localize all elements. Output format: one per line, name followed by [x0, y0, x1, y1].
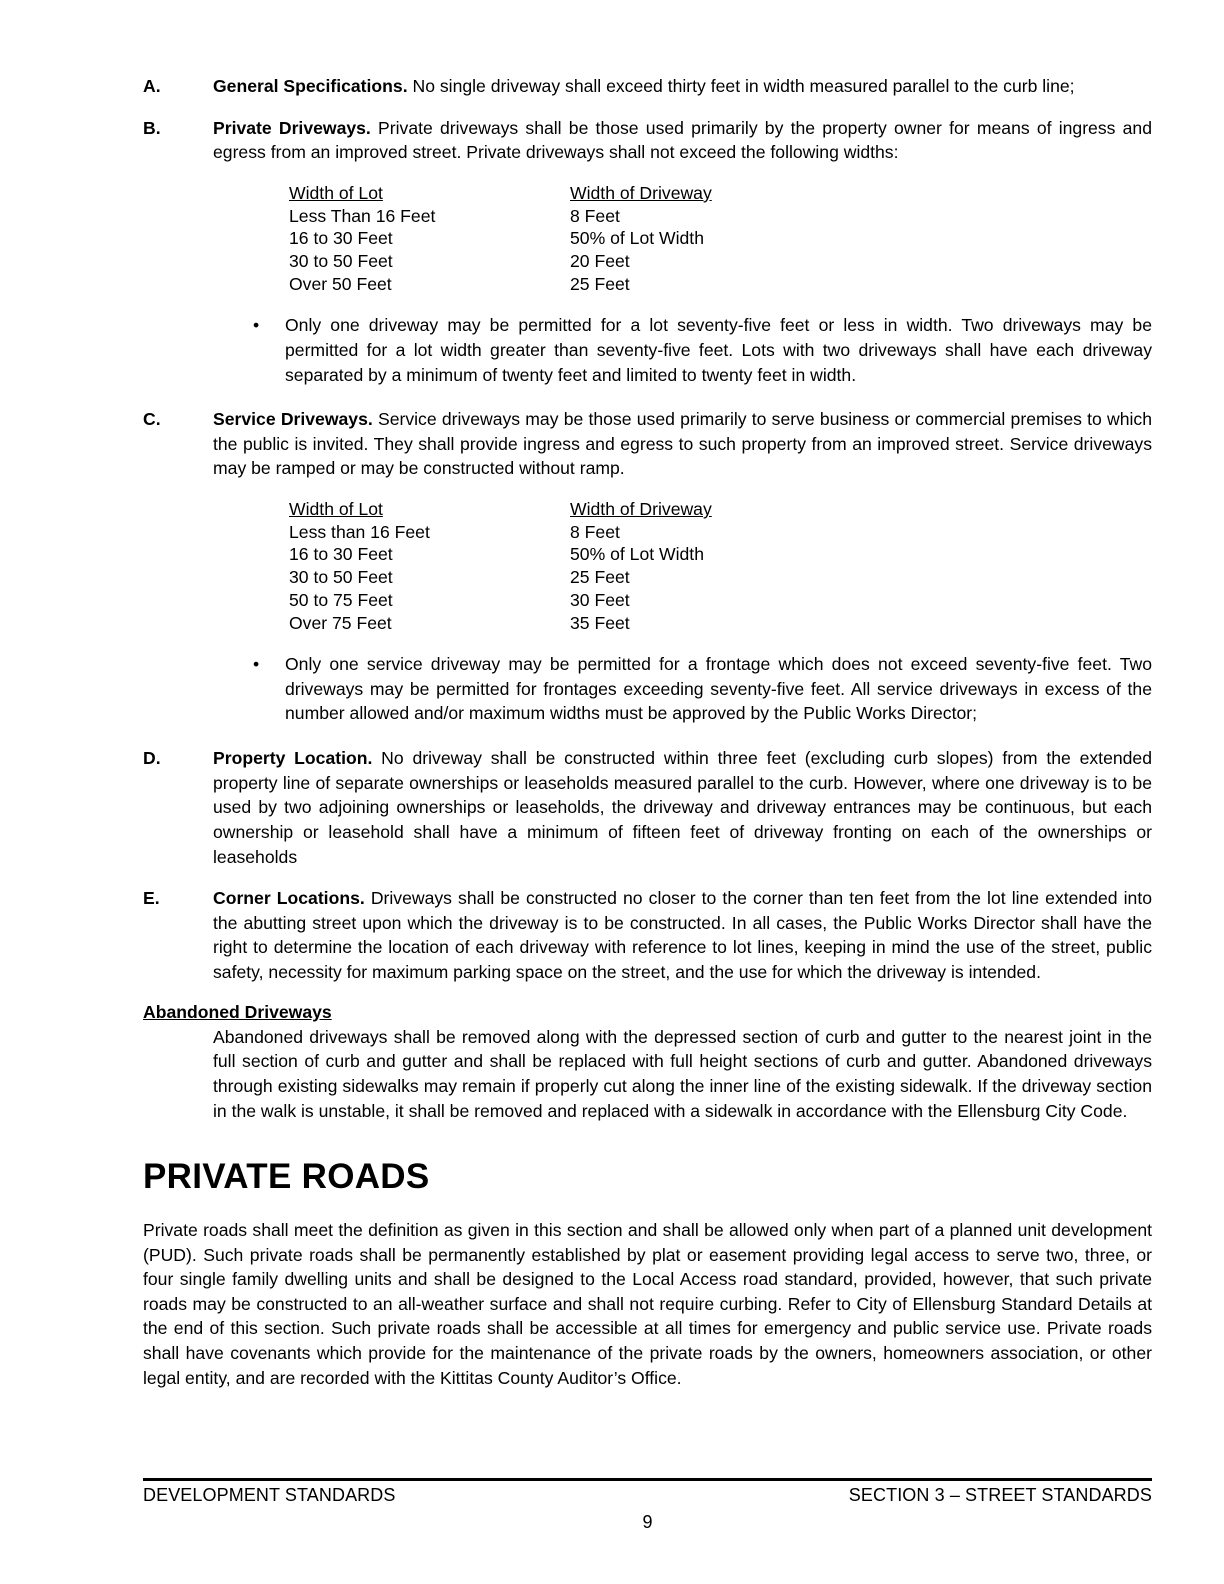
table-row	[289, 566, 712, 589]
table-row	[289, 589, 712, 612]
cell-driveway-width: 20 Feet	[570, 250, 630, 271]
page-content	[143, 74, 1152, 1390]
table-row	[289, 227, 712, 250]
private-driveway-bullet	[253, 313, 1152, 387]
cell-driveway-width: 35 Feet	[570, 612, 630, 633]
table-row	[289, 250, 712, 273]
private-driveway-bullet-text: Only one driveway may be permitted for a lot seventy-five feet or less in width. Two driveways may be permitted for a lot width greater than seventy-five feet. Lots with two driveways shall have each driveway separated by a minimum of twenty feet and limited to twenty feet in width.	[285, 315, 1152, 385]
clause-d-letter: D.	[143, 748, 161, 769]
column-header-width-of-lot: Width of Lot	[289, 499, 383, 520]
table-row	[289, 273, 712, 296]
cell-driveway-width: 30 Feet	[570, 589, 630, 610]
cell-driveway-width: 25 Feet	[570, 567, 630, 588]
cell-lot-width: Less Than 16 Feet	[289, 205, 436, 226]
cell-lot-width: 50 to 75 Feet	[289, 589, 393, 610]
cell-driveway-width: 8 Feet	[570, 205, 620, 226]
service-driveway-width-table	[289, 498, 712, 634]
clause-e	[143, 886, 1152, 985]
clause-b-letter: B.	[143, 117, 161, 138]
cell-driveway-width: 50% of Lot Width	[570, 228, 704, 249]
clause-a-letter: A.	[143, 76, 161, 96]
table-row	[289, 205, 712, 228]
column-header-width-of-lot: Width of Lot	[289, 182, 383, 203]
abandoned-driveways-paragraph: Abandoned driveways shall be removed along with the depressed section of curb and gutter to the nearest joint in the full section of curb and gutter and shall be replaced with full height sections of curb and gutter. Abandoned driveways through existing sidewalks may remain if properly cut along the inner line of the existing sidewalk. If the driveway section in the walk is unstable, it shall be removed and replaced with a sidewalk in accordance with the Ellensburg City Code.	[213, 1026, 1152, 1121]
cell-lot-width: Over 50 Feet	[289, 273, 392, 294]
cell-lot-width: 30 to 50 Feet	[289, 567, 393, 588]
clause-d-text: No driveway shall be constructed within three feet (excluding curb slopes) from the extended property line of separate ownerships or leaseholds measured parallel to the curb. However, where one driveway is to be used by two adjoining ownerships or leaseholds, the driveway and driveway entrances may be continuous, but each ownership or leasehold shall have a minimum of fifteen feet of driveway fronting on each of the ownerships or leaseholds	[213, 748, 1152, 867]
cell-lot-width: Less than 16 Feet	[289, 521, 430, 542]
clause-c-letter: C.	[143, 409, 161, 430]
cell-driveway-width: 8 Feet	[570, 521, 620, 542]
footer-right-label: SECTION 3 – STREET STANDARDS	[848, 1485, 1152, 1505]
cell-driveway-width: 50% of Lot Width	[570, 544, 704, 565]
clause-e-title: Corner Locations.	[213, 888, 365, 909]
service-driveway-bullet-text: Only one service driveway may be permitted for a frontage which does not exceed seventy-five feet. Two driveways may be permitted for frontages exceeding seventy-five feet. All service driveways in excess of the number allowed and/or maximum widths must be approved by the Public Works Director;	[285, 654, 1152, 724]
column-header-width-of-driveway: Width of Driveway	[570, 499, 712, 520]
bullet-icon: •	[253, 315, 260, 336]
abandoned-driveways-heading: Abandoned Driveways	[143, 1001, 332, 1022]
clause-a-title: General Specifications.	[213, 76, 408, 96]
private-roads-heading: PRIVATE ROADS	[143, 1157, 430, 1197]
clause-d-title: Property Location.	[213, 748, 373, 769]
footer-divider	[143, 1478, 1152, 1481]
page-footer	[143, 1478, 1152, 1533]
clause-c	[143, 407, 1152, 481]
table-header-row	[289, 182, 712, 205]
cell-lot-width: 16 to 30 Feet	[289, 544, 393, 565]
clause-b-text: Private driveways shall be those used primarily by the property owner for means of ingress and egress from an improved street. Private driveways shall not exceed the following widths:	[213, 117, 1152, 163]
footer-row	[143, 1485, 1152, 1506]
clause-d	[143, 746, 1152, 869]
private-driveway-width-table	[289, 182, 712, 295]
cell-lot-width: 16 to 30 Feet	[289, 228, 393, 249]
cell-driveway-width: 25 Feet	[570, 273, 630, 294]
cell-lot-width: Over 75 Feet	[289, 612, 392, 633]
table-row	[289, 543, 712, 566]
table-row	[289, 521, 712, 544]
clause-b	[143, 116, 1152, 165]
cell-lot-width: 30 to 50 Feet	[289, 250, 393, 271]
column-header-width-of-driveway: Width of Driveway	[570, 182, 712, 203]
footer-left-label: DEVELOPMENT STANDARDS	[143, 1485, 396, 1505]
bullet-icon: •	[253, 654, 260, 675]
clause-e-letter: E.	[143, 888, 160, 909]
clause-c-title: Service Driveways.	[213, 409, 373, 430]
table-row	[289, 612, 712, 635]
page-number: 9	[642, 1512, 653, 1532]
table-header-row	[289, 498, 712, 521]
clause-b-title: Private Driveways.	[213, 117, 371, 138]
private-roads-paragraph: Private roads shall meet the definition as given in this section and shall be allowed only when part of a planned unit development (PUD). Such private roads shall be permanently established by plat or easement providing legal access to serve two, three, or four single family dwelling units and shall be designed to the Local Access road standard, provided, however, that such private roads may be constructed to an all-weather surface and shall not require curbing. Refer to City of Ellensburg Standard Details at the end of this section. Such private roads shall be accessible at all times for emergency and public service use. Private roads shall have covenants which provide for the maintenance of the private roads by the owners, homeowners association, or other legal entity, and are recorded with the Kittitas County Auditor’s Office.	[143, 1219, 1152, 1388]
clause-c-text: Service driveways may be those used primarily to serve business or commercial premises to which the public is invited. They shall provide ingress and egress to such property from an improved street. Service driveways may be ramped or may be constructed without ramp.	[213, 409, 1152, 479]
clause-e-text: Driveways shall be constructed no closer to the corner than ten feet from the lot line extended into the abutting street upon which the driveway is to be constructed. In all cases, the Public Works Director shall have the right to determine the location of each driveway with reference to lot lines, keeping in mind the use of the street, public safety, necessity for maximum parking space on the street, and the use for which the driveway is intended.	[213, 888, 1153, 983]
service-driveway-bullet	[253, 652, 1152, 726]
clause-a	[143, 74, 1152, 99]
clause-a-text: No single driveway shall exceed thirty feet in width measured parallel to the curb line;	[407, 76, 1075, 96]
